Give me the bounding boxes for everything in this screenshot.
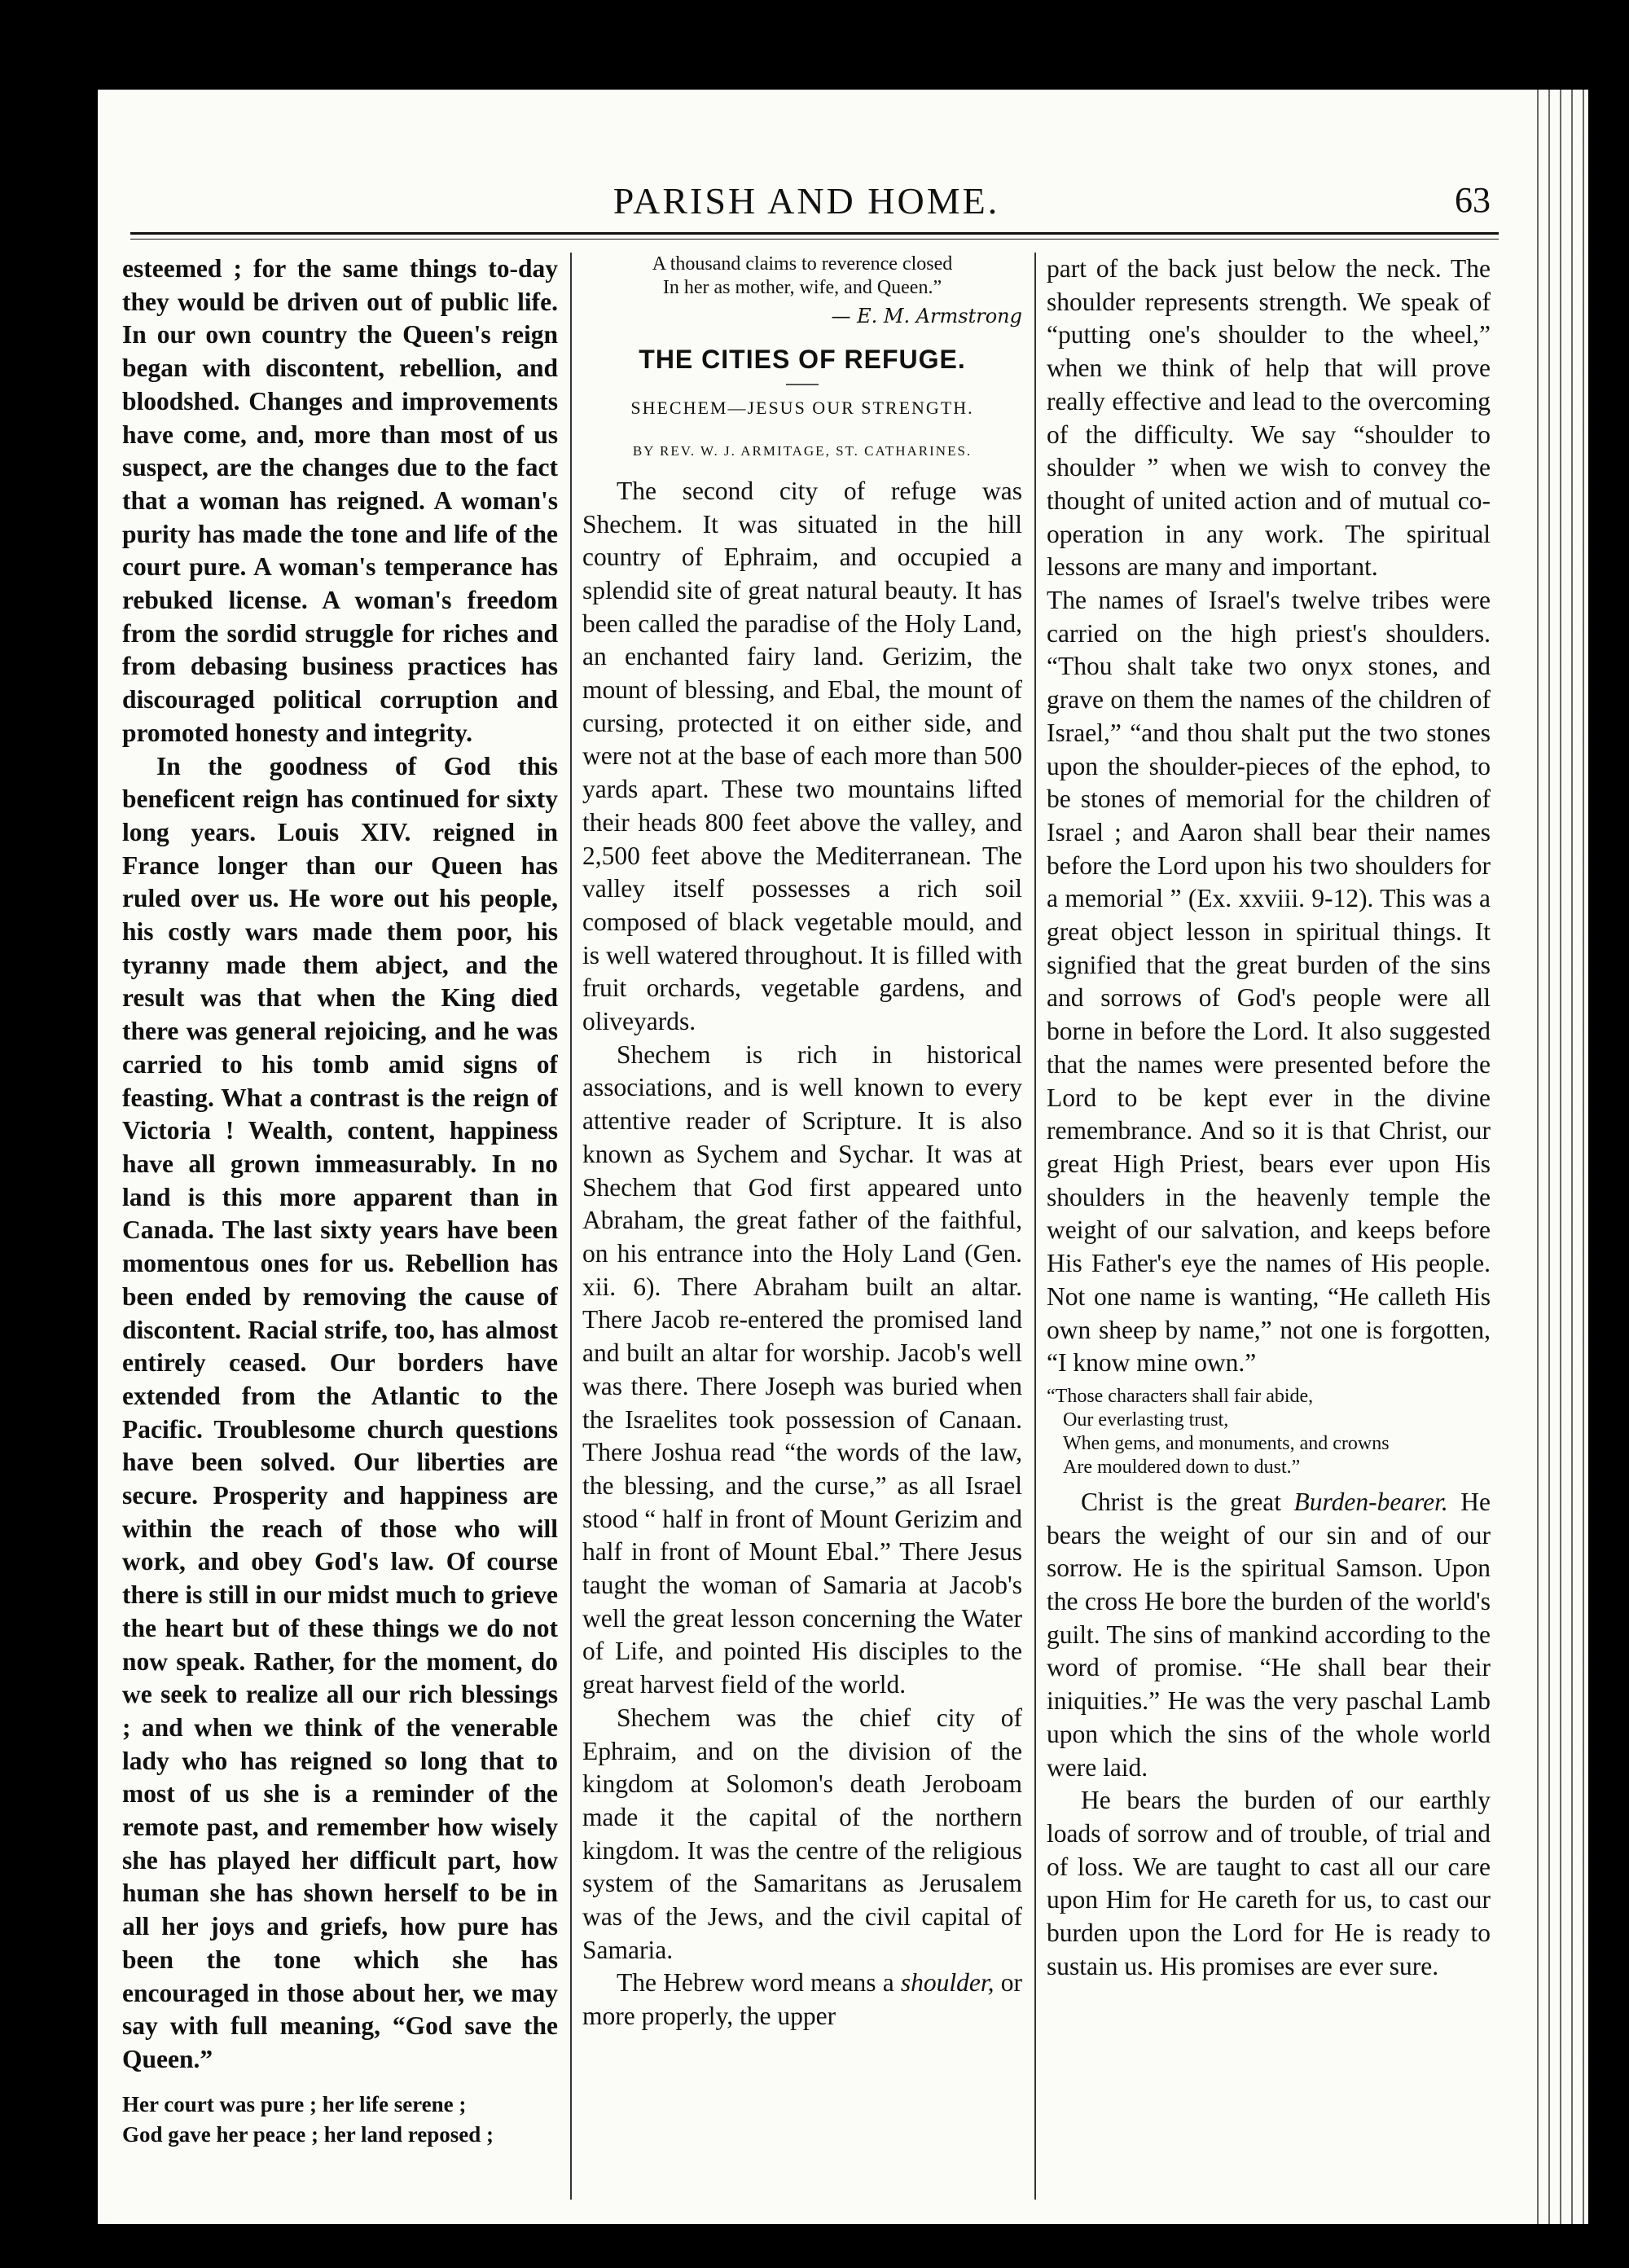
article-subtitle: SHECHEM—JESUS OUR STRENGTH. bbox=[630, 398, 974, 419]
paragraph bbox=[1047, 1486, 1491, 1784]
header-rule bbox=[130, 232, 1499, 235]
paragraph: Shechem is rich in historical associations, and is well known to every attentive reader of Scripture. It is also known as Sychem and Sychar. It was at Shechem that God first appeared unto Abraham, the great father of the faithful, on his entrance into the Holy Land (Gen. xii. 6). There Abraham built an altar. There Jacob re-entered the promised land and built an altar for worship. Jacob's well was there. There Joseph was buried when the Israelites took possession of Canaan. There Joshua read “the words of the law, the blessing, and the curse,” as all Israel stood “ half in front of Mount Gerizim and half in front of Mount Ebal.” There Jesus taught the woman of Samaria at Jacob's well the great lesson concerning the Water of Life, and pointed His disciples to the great harvest field of the world. bbox=[582, 1040, 1022, 1699]
paragraph: part of the back just below the neck. The shoulder represents strength. We speak of “putting one's shoulder to the wheel,” when we think of help that will prove really effective and lead to the overcoming of the difficulty. We say “shoulder to shoulder ” when we wish to convey the thought of united action and of mutual co-operation in any work. The spiritual lessons are many and important. bbox=[1047, 254, 1491, 582]
column-divider bbox=[570, 253, 572, 2200]
article-byline: BY REV. W. J. ARMITAGE, ST. CATHARINES. bbox=[632, 443, 973, 459]
text: Christ is the great bbox=[1081, 1487, 1281, 1516]
verse-line: A thousand claims to reverence closed bbox=[652, 253, 953, 275]
page-edge bbox=[1531, 90, 1588, 2224]
verse-line: Her court was pure ; her life serene ; bbox=[122, 2091, 467, 2116]
paragraph: The names of Israel's twelve tribes were carried on the high priest's shoulders. “Thou shalt take two onyx stones, and grave on them the names of the children of Israel,” “and thou shalt put the two stones upon the shoulder-pieces of the ephod, to be stones of memorial for the children of Israel ; and Aaron shall bear their names before the Lord upon his two shoulders for a memorial ” (Ex. xxviii. 9-12). This was a great object lesson in spiritual things. It signified that the great burden of the sins and sorrows of God's people were all borne in before the Lord. It also suggested that the names were presented before the Lord to be kept ever in the divine remembrance. And so it is that Christ, our great High Priest, bears ever upon His shoulders in the heavenly temple the weight of our salvation, and keeps before His Father's eye the names of His people. Not one name is wanting, “He calleth His own sheep by name,” not one is forgotten, “I know mine own.” bbox=[1047, 586, 1491, 1378]
running-title: PARISH AND HOME. bbox=[613, 180, 1000, 222]
column-divider bbox=[1034, 253, 1036, 2200]
emphasis: shoulder, bbox=[900, 1968, 995, 1998]
verse-line: Are mouldered down to dust.” bbox=[1063, 1456, 1301, 1478]
text: He bears the weight of our sin and of our sorrow. He is the spiritual Samson. Upon the cross He bore the burden of the world's guilt. The sins of mankind according to the word of promise. “He shall bear their iniquities.” He was the very paschal Lamb upon which the sins of the whole world were laid. bbox=[1047, 1487, 1491, 1782]
paragraph: esteemed ; for the same things to-day they would be driven out of public life. In our own country the Queen's reign began with discontent, rebellion, and bloodshed. Changes and improvements have come, and, more than most of us suspect, are the changes due to the fact that a woman has reigned. A woman's purity has made the tone and life of the court pure. A woman's temperance has rebuked license. A woman's freedom from the sordid struggle for riches and from debasing business practices has discouraged political corruption and promoted honesty and integrity. bbox=[122, 254, 558, 747]
verse-line: God gave her peace ; her land reposed ; bbox=[122, 2121, 494, 2147]
handwritten-signature: — E. M. Armstrong bbox=[831, 305, 1022, 327]
article-title: THE CITIES OF REFUGE. bbox=[639, 344, 966, 374]
verse-line: When gems, and monuments, and crowns bbox=[1063, 1432, 1390, 1454]
column-left bbox=[122, 253, 558, 2208]
paragraph: Shechem was the chief city of Ephraim, and on the division of the kingdom at Solomon's death Jeroboam made it the capital of the northern kingdom. It was the centre of the religious system of the Samaritans as Jerusalem was of the Jews, and the civil capital of Samaria. bbox=[582, 1703, 1022, 1964]
verse-line: In her as mother, wife, and Queen.” bbox=[662, 277, 942, 298]
column-right bbox=[1047, 253, 1491, 2208]
column-middle bbox=[582, 253, 1022, 2208]
paragraph: In the goodness of God this beneficent reign has continued for sixty long years. Louis XIV. reigned in France longer than our Queen has ruled over us. He wore out his people, his costly wars made them poor, his tyranny made them abject, and the result was that when the King died there was general rejoicing, and he was carried to his tomb amid signs of feasting. What a contrast is the reign of Victoria ! Wealth, content, happiness have all grown immeasurably. In no land is this more apparent than in Canada. The last sixty years have been momentous ones for us. Rebellion has been ended by removing the cause of discontent. Racial strife, too, has almost entirely ceased. Our borders have extended from the Atlantic to the Pacific. Troublesome church questions have been solved. Our liberties are secure. Prosperity and happiness are within the reach of those who will work, and obey God's law. Of course there is still in our midst much to grieve the heart but of these things we do not now speak. Rather, for the moment, do we seek to realize all our rich blessings ; and when we think of the venerable lady who has reigned so long that to most of us she is a reminder of the remote past, and remember how wisely she has played her difficult part, how human she has shown herself to be in all her joys and griefs, how pure has been the tone which she has encouraged in those about her, we may say with full meaning, “God save the Queen.” bbox=[122, 751, 558, 2073]
verse bbox=[122, 2090, 558, 2150]
page-header bbox=[122, 179, 1491, 236]
verse-line: Our everlasting trust, bbox=[1063, 1409, 1229, 1431]
page bbox=[98, 90, 1588, 2224]
verse bbox=[1047, 1385, 1491, 1479]
text: or more properly, the upper bbox=[582, 1968, 1022, 2031]
verse bbox=[582, 253, 1022, 300]
paragraph bbox=[582, 1967, 1022, 2033]
text: The Hebrew word means a bbox=[617, 1968, 894, 1998]
emphasis: Burden-bearer. bbox=[1293, 1487, 1448, 1516]
verse-line: “Those characters shall fair abide, bbox=[1047, 1385, 1314, 1407]
paragraph: He bears the burden of our earthly loads of sorrow and of trouble, of trial and of loss. We are taught to cast all our care upon Him for He careth for us, to cast our burden upon the Lord for He is ready to sustain us. His promises are ever sure. bbox=[1047, 1786, 1491, 1980]
paragraph: The second city of refuge was Shechem. It was situated in the hill country of Ephraim, and occupied a splendid site of great natural beauty. It has been called the paradise of the Holy Land, an enchanted fairy land. Gerizim, the mount of blessing, and Ebal, the mount of cursing, protected it on either side, and were not at the base of each more than 500 yards apart. These two mountains lifted their heads 800 feet above the valley, and 2,500 feet above the Mediterranean. The valley itself possesses a rich soil composed of black vegetable mould, and is well watered throughout. It is filled with fruit orchards, vegetable gardens, and oliveyards. bbox=[582, 476, 1022, 1036]
header-rule-thin bbox=[130, 239, 1499, 240]
divider bbox=[786, 384, 819, 385]
page-number: 63 bbox=[1455, 180, 1491, 220]
